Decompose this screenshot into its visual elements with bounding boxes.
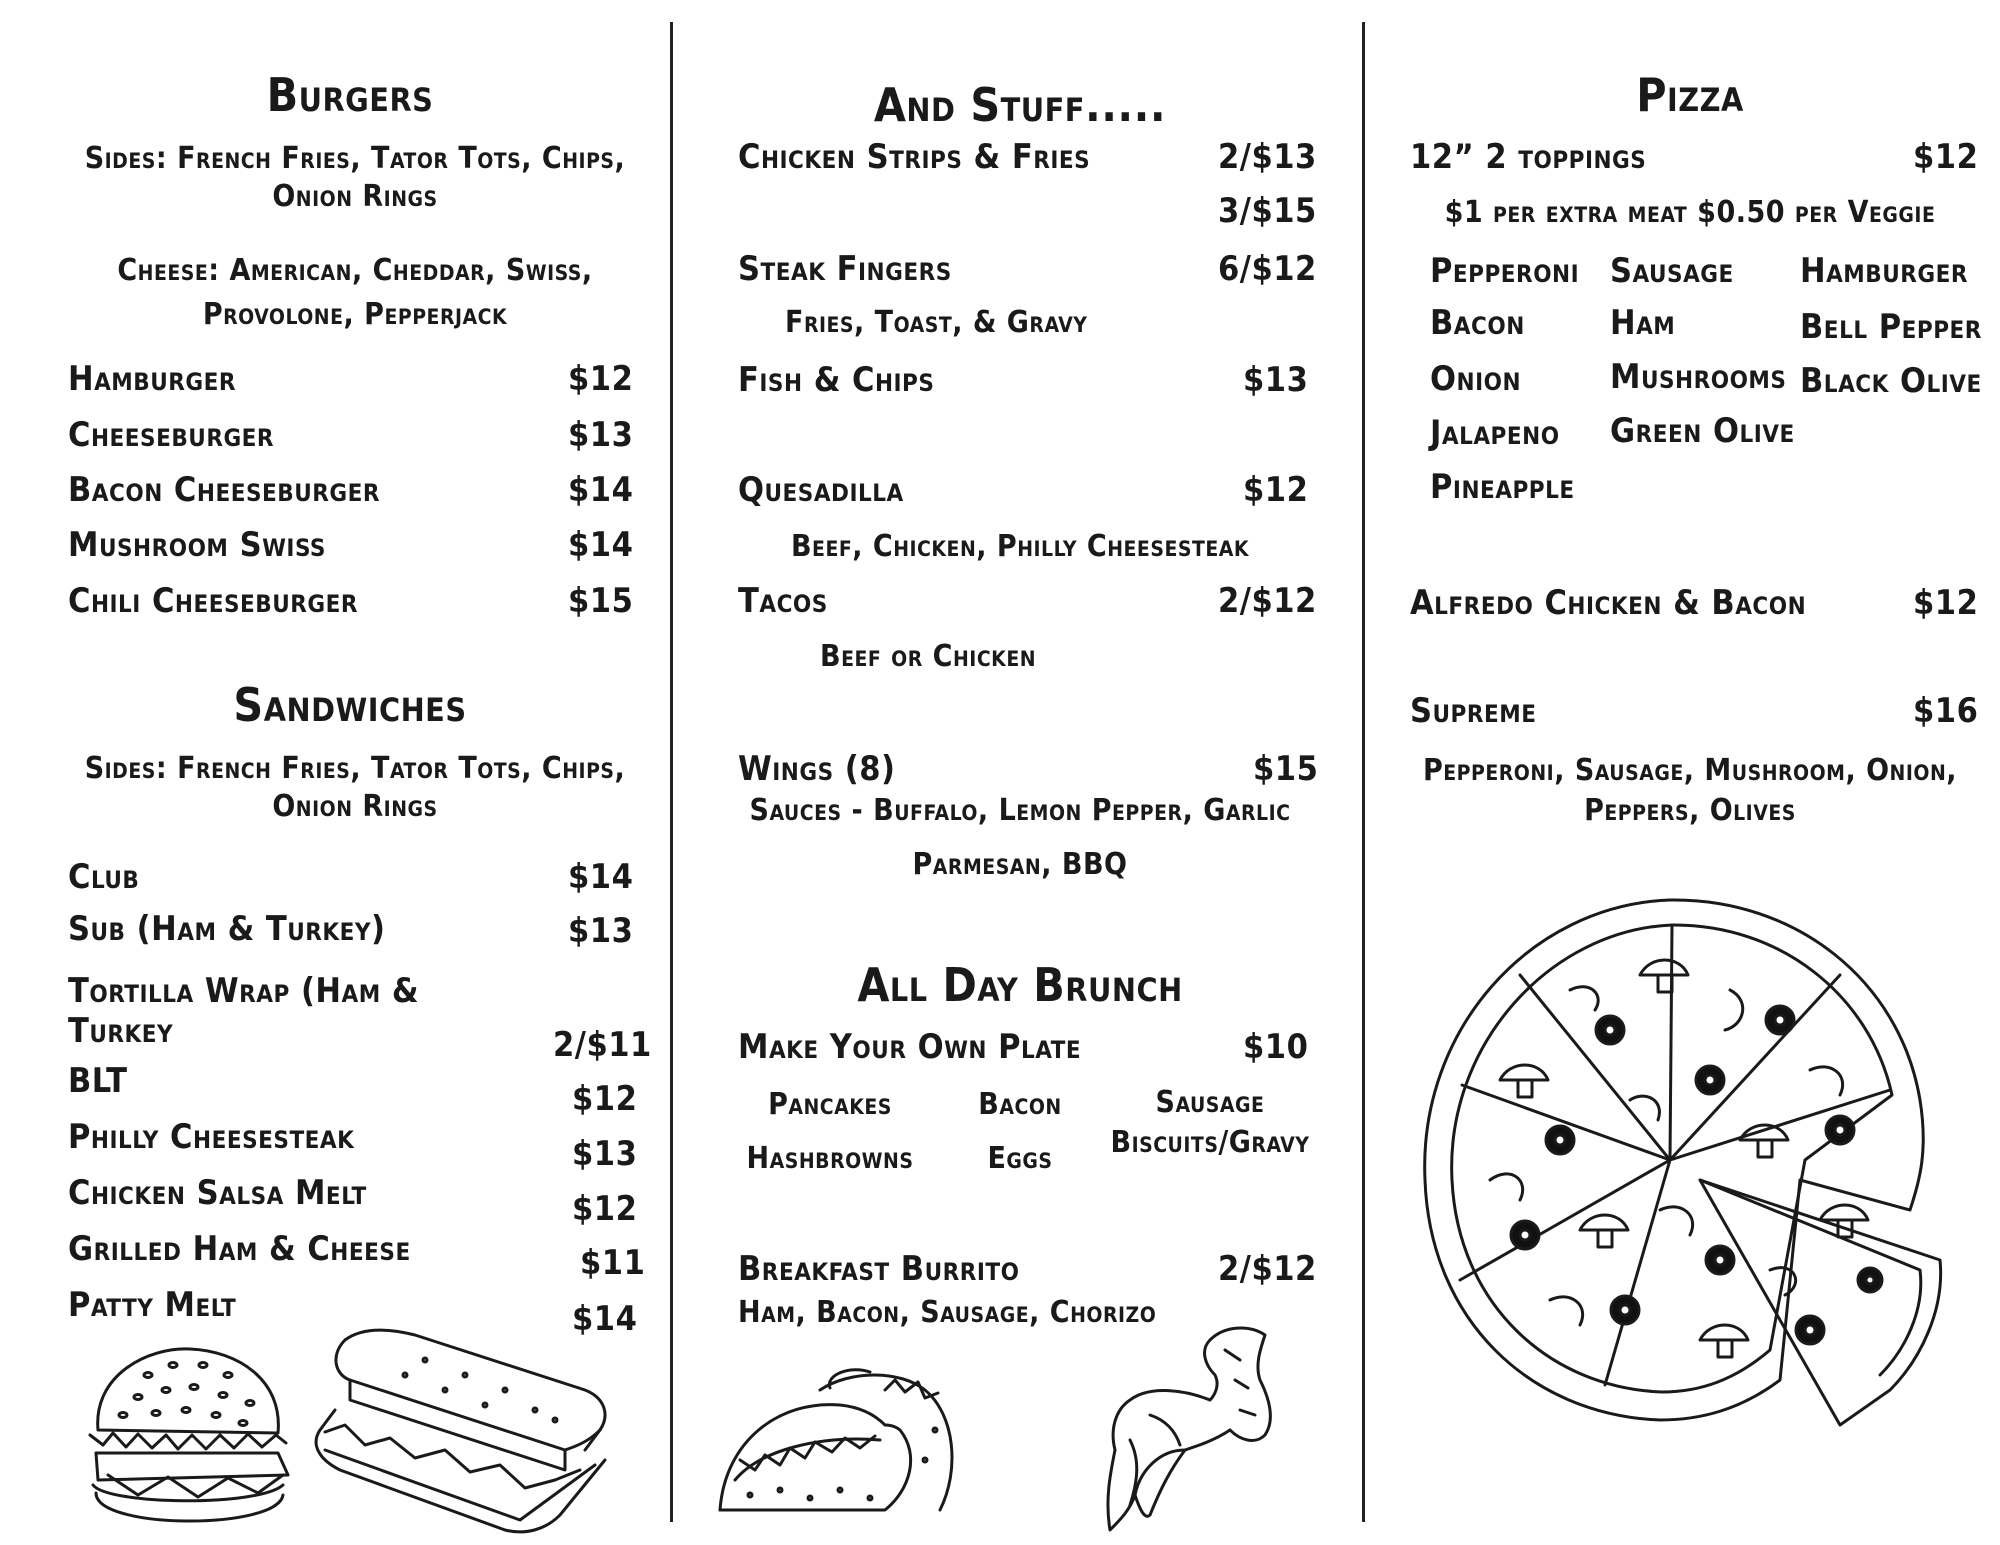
menu-item-price: $13 xyxy=(572,1134,638,1174)
menu-item-note-2: Peppers, Olives xyxy=(1584,793,1796,828)
menu-item-price: $15 xyxy=(568,581,634,621)
burgers-cheese-note-2: Provolone, Pepperjack xyxy=(202,297,508,332)
brunch-option: Sausage xyxy=(1155,1085,1265,1120)
menu-item-name: Patty Melt xyxy=(68,1285,237,1325)
menu-item-price: $14 xyxy=(568,470,634,510)
burger-illustration xyxy=(78,1335,298,1545)
pizza-topping: Bacon xyxy=(1430,303,1525,343)
pizza-topping: Green Olive xyxy=(1610,411,1795,451)
menu-item-name: Quesadilla xyxy=(738,470,904,510)
menu-item-note: Sauces - Buffalo, Lemon Pepper, Garlic xyxy=(749,793,1291,828)
pizza-illustration xyxy=(1400,880,1960,1440)
pizza-topping: Mushrooms xyxy=(1610,357,1787,397)
menu-item-name: Mushroom Swiss xyxy=(68,525,326,565)
menu-item-name: Alfredo Chicken & Bacon xyxy=(1410,583,1807,623)
menu-item-price: $14 xyxy=(572,1299,638,1339)
menu-item-price: $12 xyxy=(1243,470,1309,510)
brunch-option: Pancakes xyxy=(768,1087,892,1122)
sandwiches-heading: Sandwiches xyxy=(233,678,467,732)
menu-item-name: Supreme xyxy=(1410,691,1537,731)
burgers-cheese-note: Cheese: American, Cheddar, Swiss, xyxy=(117,253,593,288)
pizza-heading: Pizza xyxy=(1636,68,1744,122)
pizza-topping: Sausage xyxy=(1610,251,1734,291)
menu-item-name: Make Your Own Plate xyxy=(738,1027,1082,1067)
menu-item-name: Breakfast Burrito xyxy=(738,1249,1020,1289)
menu-item-name: Bacon Cheeseburger xyxy=(68,470,380,510)
menu-item-name: Chili Cheeseburger xyxy=(68,581,359,621)
brunch-option: Hashbrowns xyxy=(746,1141,914,1176)
menu-item-name-line-2: Turkey xyxy=(68,1011,174,1051)
menu-item-name: Cheeseburger xyxy=(68,415,275,455)
menu-item-price: 3/$15 xyxy=(1218,191,1317,231)
tacos-illustration xyxy=(710,1360,970,1530)
menu-item-note: Fries, Toast, & Gravy xyxy=(785,305,1088,340)
menu-item-price: $12 xyxy=(572,1079,638,1119)
menu-item-name: Club xyxy=(68,857,140,897)
menu-item-price: $13 xyxy=(568,911,634,951)
menu-item-price: $12 xyxy=(1913,583,1979,623)
menu-item-name: Tacos xyxy=(738,581,828,621)
menu-item-price: $15 xyxy=(1253,749,1319,789)
menu-item-name: Wings (8) xyxy=(738,749,896,789)
menu-item-price: $11 xyxy=(580,1243,646,1283)
menu-item-name: Steak Fingers xyxy=(738,249,952,289)
column-divider-left xyxy=(670,22,673,1522)
brunch-option: Bacon xyxy=(978,1087,1062,1122)
sandwiches-sides-note-2: Onion Rings xyxy=(272,789,438,824)
column-divider-right xyxy=(1362,22,1365,1522)
menu-item-price: 2/$13 xyxy=(1218,137,1317,177)
menu-item-price: 6/$12 xyxy=(1218,249,1317,289)
menu-item-name: Philly Cheesesteak xyxy=(68,1117,355,1157)
menu-item-name: Tortilla Wrap (Ham & xyxy=(68,971,420,1011)
sesame-seeds xyxy=(119,1363,254,1426)
pizza-topping: Pepperoni xyxy=(1430,251,1580,291)
menu-item-name: BLT xyxy=(68,1061,128,1101)
menu-item-price: 2/$11 xyxy=(553,1025,652,1065)
menu-item-price: $12 xyxy=(1913,137,1979,177)
pizza-topping: Ham xyxy=(1610,303,1676,343)
pizza-topping: Pineapple xyxy=(1430,467,1575,507)
brunch-option: Eggs xyxy=(987,1141,1053,1176)
sandwich-illustration xyxy=(305,1320,625,1540)
menu-item-name: Sub (Ham & Turkey) xyxy=(68,909,386,949)
menu-item-note: Beef or Chicken xyxy=(820,639,1037,674)
pizza-topping: Hamburger xyxy=(1800,251,1969,291)
menu-item-price: $12 xyxy=(568,359,634,399)
and-stuff-heading: And Stuff..... xyxy=(873,78,1167,132)
burgers-heading: Burgers xyxy=(266,68,434,122)
menu-item-price: 2/$12 xyxy=(1218,581,1317,621)
sandwiches-sides-note: Sides: French Fries, Tator Tots, Chips, xyxy=(84,751,626,786)
menu-item-price: $16 xyxy=(1913,691,1979,731)
menu-item-price: $14 xyxy=(568,525,634,565)
menu-item-price: $13 xyxy=(568,415,634,455)
menu-item-price: $10 xyxy=(1243,1027,1309,1067)
burgers-sides-note: Sides: French Fries, Tator Tots, Chips, xyxy=(84,141,626,176)
menu-item-note: Pepperoni, Sausage, Mushroom, Onion, xyxy=(1422,753,1958,788)
brunch-heading: All Day Brunch xyxy=(857,958,1183,1012)
menu-item-name: Chicken Strips & Fries xyxy=(738,137,1091,177)
menu-item-price: $14 xyxy=(568,857,634,897)
menu-item-name: Fish & Chips xyxy=(738,360,935,400)
chicken-wing-illustration xyxy=(1090,1320,1290,1540)
menu-item-name: Grilled Ham & Cheese xyxy=(68,1229,411,1269)
menu-item-note: Ham, Bacon, Sausage, Chorizo xyxy=(738,1295,1157,1330)
pizza-topping: Black Olive xyxy=(1800,361,1982,401)
menu-item-name: Chicken Salsa Melt xyxy=(68,1173,367,1213)
menu-item-note: Beef, Chicken, Philly Cheesesteak xyxy=(790,529,1250,564)
menu-item-price: 2/$12 xyxy=(1218,1249,1317,1289)
burgers-sides-note-2: Onion Rings xyxy=(272,179,438,214)
brunch-option: Biscuits/Gravy xyxy=(1110,1125,1310,1160)
pizza-extra-note: $1 per extra meat $0.50 per Veggie xyxy=(1444,195,1936,230)
pizza-topping: Jalapeno xyxy=(1430,413,1560,453)
menu-item-price: $13 xyxy=(1243,360,1309,400)
menu-item-note-2: Parmesan, BBQ xyxy=(912,847,1128,882)
menu-item-name: 12” 2 toppings xyxy=(1410,137,1647,177)
pizza-topping: Onion xyxy=(1430,359,1522,399)
pizza-topping: Bell Pepper xyxy=(1800,307,1982,347)
menu-item-name: Hamburger xyxy=(68,359,237,399)
menu-item-price: $12 xyxy=(572,1189,638,1229)
